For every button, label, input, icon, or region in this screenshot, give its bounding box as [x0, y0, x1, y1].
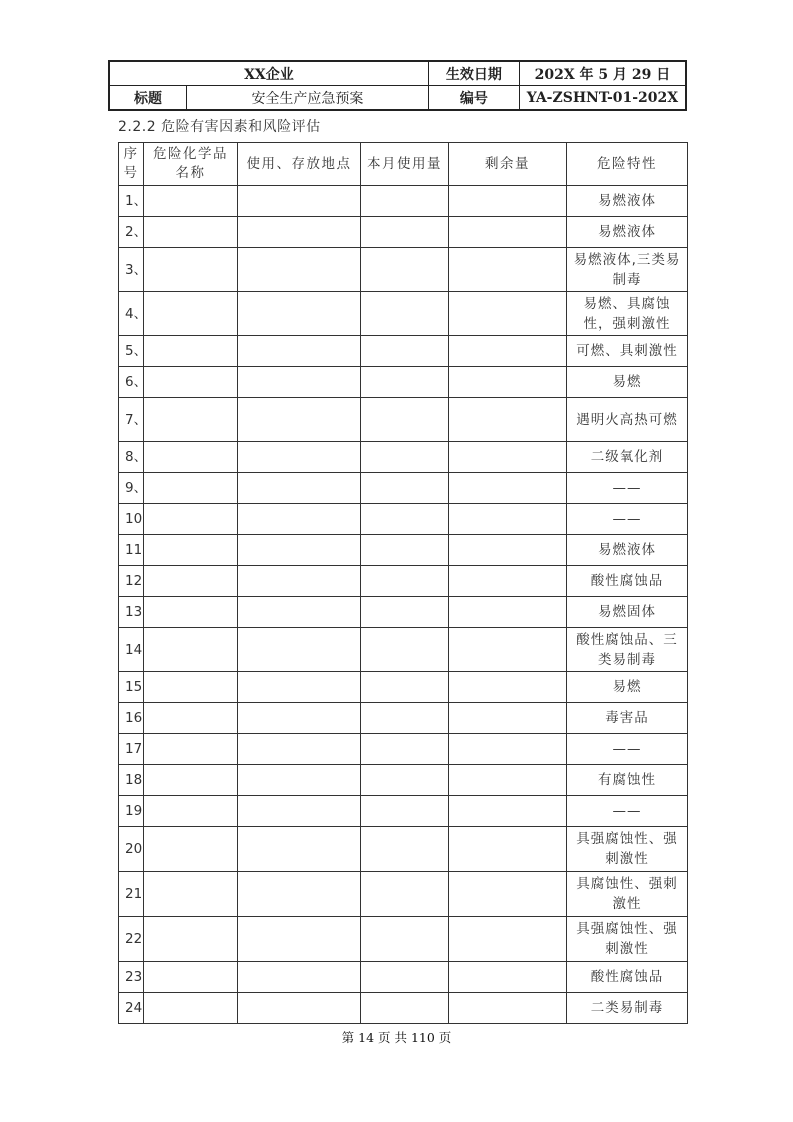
- remaining-cell: [449, 917, 567, 962]
- table-row: [119, 473, 688, 504]
- monthly-usage-cell: [361, 917, 449, 962]
- document-header-table: [108, 60, 687, 111]
- remaining-cell: [449, 504, 567, 535]
- table-row: [119, 504, 688, 535]
- remaining-cell: [449, 292, 567, 336]
- table-row: [119, 917, 688, 962]
- hazard-cell: 酸性腐蚀品: [567, 962, 688, 993]
- column-header-no: 序号: [119, 143, 144, 186]
- row-number: 10: [119, 504, 144, 535]
- chemical-name-cell: [144, 827, 238, 872]
- location-cell: [238, 504, 361, 535]
- row-number: 7、: [119, 398, 144, 442]
- monthly-usage-cell: [361, 535, 449, 566]
- table-row: [119, 628, 688, 672]
- chemical-name-cell: [144, 292, 238, 336]
- table-row: [119, 734, 688, 765]
- effective-date-value: 202X 年 5 月 29 日: [519, 61, 686, 86]
- monthly-usage-cell: [361, 827, 449, 872]
- company-name: XX企业: [109, 61, 428, 86]
- remaining-cell: [449, 186, 567, 217]
- column-header-hazard: 危险特性: [567, 143, 688, 186]
- location-cell: [238, 186, 361, 217]
- table-row: [119, 993, 688, 1024]
- table-row: [119, 796, 688, 827]
- monthly-usage-cell: [361, 566, 449, 597]
- row-number: 20: [119, 827, 144, 872]
- monthly-usage-cell: [361, 292, 449, 336]
- hazard-cell: 具强腐蚀性、强刺激性: [567, 827, 688, 872]
- chemical-name-cell: [144, 796, 238, 827]
- monthly-usage-cell: [361, 336, 449, 367]
- row-number: 18: [119, 765, 144, 796]
- title-label: 标题: [109, 86, 187, 111]
- monthly-usage-cell: [361, 796, 449, 827]
- table-row: [119, 398, 688, 442]
- location-cell: [238, 765, 361, 796]
- remaining-cell: [449, 442, 567, 473]
- location-cell: [238, 292, 361, 336]
- table-header-row: [119, 143, 688, 186]
- row-number: 19: [119, 796, 144, 827]
- location-cell: [238, 796, 361, 827]
- monthly-usage-cell: [361, 628, 449, 672]
- chemical-name-cell: [144, 217, 238, 248]
- row-number: 8、: [119, 442, 144, 473]
- monthly-usage-cell: [361, 504, 449, 535]
- location-cell: [238, 217, 361, 248]
- remaining-cell: [449, 734, 567, 765]
- table-row: [119, 292, 688, 336]
- hazard-cell: 易燃液体,三类易制毒: [567, 248, 688, 292]
- chemical-name-cell: [144, 962, 238, 993]
- location-cell: [238, 367, 361, 398]
- hazard-cell: 易燃液体: [567, 217, 688, 248]
- row-number: 24: [119, 993, 144, 1024]
- remaining-cell: [449, 796, 567, 827]
- hazard-cell: 易燃固体: [567, 597, 688, 628]
- code-label: 编号: [428, 86, 519, 111]
- column-header-remaining: 剩余量: [449, 143, 567, 186]
- hazard-cell: 有腐蚀性: [567, 765, 688, 796]
- monthly-usage-cell: [361, 186, 449, 217]
- hazard-cell: 易燃: [567, 367, 688, 398]
- location-cell: [238, 597, 361, 628]
- row-number: 22: [119, 917, 144, 962]
- remaining-cell: [449, 367, 567, 398]
- location-cell: [238, 535, 361, 566]
- column-header-monthly-usage: 本月使用量: [361, 143, 449, 186]
- chemical-name-cell: [144, 672, 238, 703]
- row-number: 15: [119, 672, 144, 703]
- location-cell: [238, 827, 361, 872]
- table-row: [119, 442, 688, 473]
- remaining-cell: [449, 703, 567, 734]
- remaining-cell: [449, 872, 567, 917]
- page-footer: 第 14 页 共 110 页: [341, 1030, 452, 1045]
- monthly-usage-cell: [361, 993, 449, 1024]
- table-row: [119, 336, 688, 367]
- chemical-name-cell: [144, 398, 238, 442]
- table-body: [119, 186, 688, 1024]
- table-row: [119, 703, 688, 734]
- hazard-cell: 二类易制毒: [567, 993, 688, 1024]
- hazard-cell: ——: [567, 473, 688, 504]
- monthly-usage-cell: [361, 248, 449, 292]
- remaining-cell: [449, 473, 567, 504]
- row-number: 17: [119, 734, 144, 765]
- remaining-cell: [449, 827, 567, 872]
- hazard-cell: 酸性腐蚀品: [567, 566, 688, 597]
- location-cell: [238, 628, 361, 672]
- table-row: [119, 566, 688, 597]
- row-number: 5、: [119, 336, 144, 367]
- remaining-cell: [449, 765, 567, 796]
- table-row: [119, 872, 688, 917]
- location-cell: [238, 703, 361, 734]
- monthly-usage-cell: [361, 703, 449, 734]
- row-number: 11: [119, 535, 144, 566]
- monthly-usage-cell: [361, 962, 449, 993]
- monthly-usage-cell: [361, 398, 449, 442]
- location-cell: [238, 398, 361, 442]
- column-header-location: 使用、存放地点: [238, 143, 361, 186]
- location-cell: [238, 734, 361, 765]
- monthly-usage-cell: [361, 367, 449, 398]
- chemical-name-cell: [144, 566, 238, 597]
- hazard-table: [118, 142, 688, 1024]
- chemical-name-cell: [144, 917, 238, 962]
- hazard-cell: 易燃液体: [567, 535, 688, 566]
- hazard-cell: ——: [567, 504, 688, 535]
- row-number: 12: [119, 566, 144, 597]
- chemical-name-cell: [144, 473, 238, 504]
- remaining-cell: [449, 398, 567, 442]
- location-cell: [238, 993, 361, 1024]
- chemical-name-cell: [144, 535, 238, 566]
- remaining-cell: [449, 248, 567, 292]
- row-number: 9、: [119, 473, 144, 504]
- monthly-usage-cell: [361, 217, 449, 248]
- row-number: 23: [119, 962, 144, 993]
- hazard-cell: 二级氧化剂: [567, 442, 688, 473]
- chemical-name-cell: [144, 628, 238, 672]
- location-cell: [238, 566, 361, 597]
- location-cell: [238, 672, 361, 703]
- location-cell: [238, 336, 361, 367]
- row-number: 13: [119, 597, 144, 628]
- monthly-usage-cell: [361, 473, 449, 504]
- row-number: 16: [119, 703, 144, 734]
- monthly-usage-cell: [361, 872, 449, 917]
- monthly-usage-cell: [361, 442, 449, 473]
- hazard-cell: 具腐蚀性、强刺激性: [567, 872, 688, 917]
- row-number: 14: [119, 628, 144, 672]
- table-row: [119, 962, 688, 993]
- row-number: 2、: [119, 217, 144, 248]
- chemical-name-cell: [144, 597, 238, 628]
- column-header-name: 危险化学品名称: [144, 143, 238, 186]
- hazard-cell: 易燃液体: [567, 186, 688, 217]
- remaining-cell: [449, 336, 567, 367]
- chemical-name-cell: [144, 248, 238, 292]
- table-row: [119, 672, 688, 703]
- row-number: 6、: [119, 367, 144, 398]
- table-row: [119, 535, 688, 566]
- hazard-cell: ——: [567, 734, 688, 765]
- chemical-name-cell: [144, 703, 238, 734]
- table-row: [119, 765, 688, 796]
- chemical-name-cell: [144, 993, 238, 1024]
- hazard-cell: 易燃: [567, 672, 688, 703]
- chemical-name-cell: [144, 442, 238, 473]
- table-row: [119, 597, 688, 628]
- code-value: YA-ZSHNT-01-202X: [519, 86, 686, 111]
- chemical-name-cell: [144, 504, 238, 535]
- table-row: [119, 186, 688, 217]
- remaining-cell: [449, 672, 567, 703]
- remaining-cell: [449, 217, 567, 248]
- hazard-cell: 易燃、具腐蚀性，强刺激性: [567, 292, 688, 336]
- table-row: [119, 217, 688, 248]
- remaining-cell: [449, 962, 567, 993]
- location-cell: [238, 473, 361, 504]
- monthly-usage-cell: [361, 597, 449, 628]
- hazard-cell: 可燃、具刺激性: [567, 336, 688, 367]
- chemical-name-cell: [144, 734, 238, 765]
- remaining-cell: [449, 628, 567, 672]
- remaining-cell: [449, 597, 567, 628]
- chemical-name-cell: [144, 872, 238, 917]
- location-cell: [238, 442, 361, 473]
- monthly-usage-cell: [361, 765, 449, 796]
- monthly-usage-cell: [361, 672, 449, 703]
- hazard-cell: ——: [567, 796, 688, 827]
- chemical-name-cell: [144, 186, 238, 217]
- section-heading: 2.2.2 危险有害因素和风险评估: [118, 119, 321, 135]
- hazard-cell: 酸性腐蚀品、三类易制毒: [567, 628, 688, 672]
- hazard-cell: 具强腐蚀性、强刺激性: [567, 917, 688, 962]
- row-number: 21: [119, 872, 144, 917]
- title-value: 安全生产应急预案: [187, 86, 429, 111]
- chemical-name-cell: [144, 765, 238, 796]
- row-number: 1、: [119, 186, 144, 217]
- table-row: [119, 827, 688, 872]
- row-number: 3、: [119, 248, 144, 292]
- location-cell: [238, 872, 361, 917]
- chemical-name-cell: [144, 336, 238, 367]
- remaining-cell: [449, 993, 567, 1024]
- hazard-cell: 遇明火高热可燃: [567, 398, 688, 442]
- hazard-cell: 毒害品: [567, 703, 688, 734]
- location-cell: [238, 248, 361, 292]
- location-cell: [238, 917, 361, 962]
- chemical-name-cell: [144, 367, 238, 398]
- effective-date-label: 生效日期: [428, 61, 519, 86]
- row-number: 4、: [119, 292, 144, 336]
- table-row: [119, 248, 688, 292]
- monthly-usage-cell: [361, 734, 449, 765]
- remaining-cell: [449, 535, 567, 566]
- remaining-cell: [449, 566, 567, 597]
- table-row: [119, 367, 688, 398]
- location-cell: [238, 962, 361, 993]
